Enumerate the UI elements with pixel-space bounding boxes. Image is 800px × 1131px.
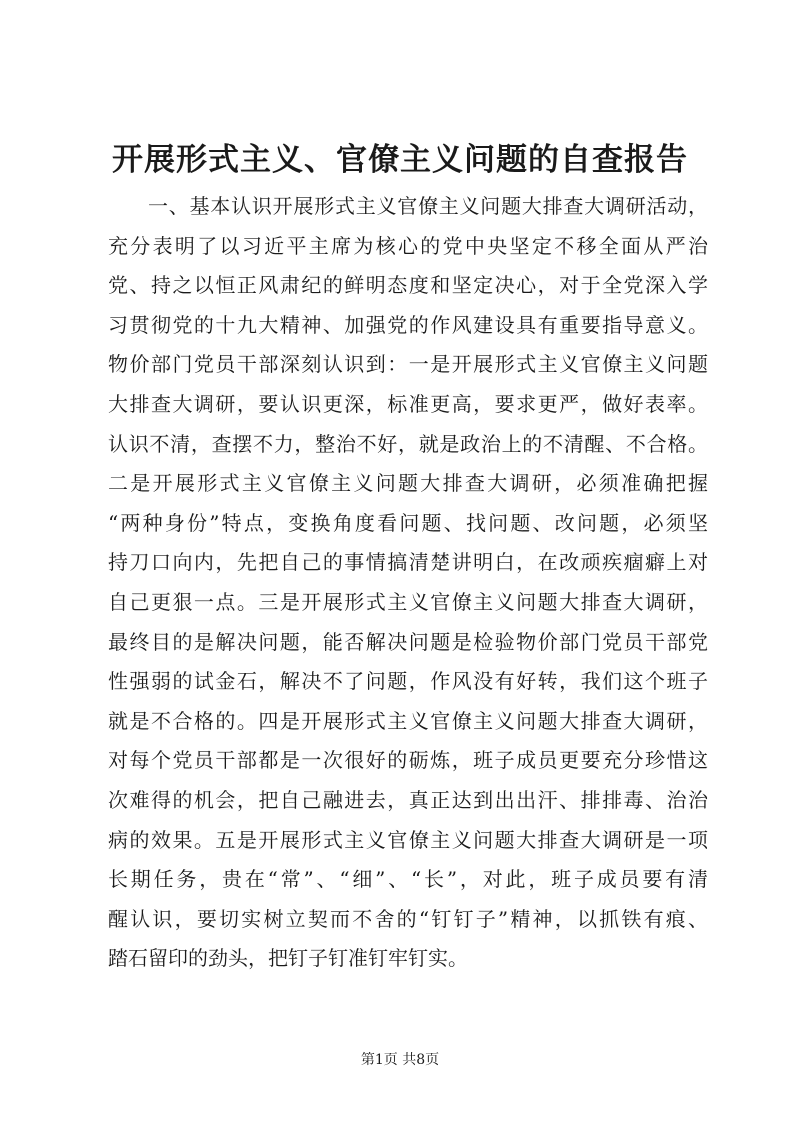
body-line: 次难得的机会，把自己融进去，真正达到出出汗、排排毒、治治 — [108, 787, 708, 812]
body-line: 对每个党员干部都是一次很好的砺炼，班子成员更要充分珍惜这 — [108, 748, 708, 773]
body-line: 醒认识，要切实树立契而不舍的“钉钉子”精神，以抓铁有痕、 — [108, 906, 708, 931]
body-line: 党、持之以恒正风肃纪的鲜明态度和坚定决心，对于全党深入学 — [108, 273, 708, 298]
body-line: 充分表明了以习近平主席为核心的党中央坚定不移全面从严治 — [108, 233, 708, 258]
body-line: 病的效果。五是开展形式主义官僚主义问题大排查大调研是一项 — [108, 827, 708, 852]
body-line: “两种身份”特点，变换角度看问题、找问题、改问题，必须坚 — [108, 510, 708, 535]
document-title: 开展形式主义、官僚主义问题的自查报告 — [112, 142, 688, 178]
body-line: 长期任务，贵在“常”、“细”、“长”，对此，班子成员要有清 — [108, 867, 708, 892]
body-line: 二是开展形式主义官僚主义问题大排查大调研，必须准确把握 — [108, 471, 708, 496]
body-line: 持刀口向内，先把自己的事情搞清楚讲明白，在改顽疾痼癖上对 — [108, 550, 708, 575]
body-line: 认识不清，查摆不力，整治不好，就是政治上的不清醒、不合格。 — [108, 431, 708, 456]
body-line: 性强弱的试金石，解决不了问题，作风没有好转，我们这个班子 — [108, 669, 708, 694]
body-line: 就是不合格的。四是开展形式主义官僚主义问题大排查大调研， — [108, 708, 708, 733]
body-line: 最终目的是解决问题，能否解决问题是检验物价部门党员干部党 — [108, 629, 708, 654]
body-line: 踏石留印的劲头，把钉子钉准钉牢钉实。 — [108, 946, 468, 971]
body-line: 物价部门党员干部深刻认识到：一是开展形式主义官僚主义问题 — [108, 352, 708, 377]
document-body — [108, 187, 708, 979]
body-line: 自己更狠一点。三是开展形式主义官僚主义问题大排查大调研， — [108, 589, 708, 614]
body-line: 大排查大调研，要认识更深，标准更高，要求更严，做好表率。 — [108, 391, 708, 416]
page-number-footer: 第1页 共8页 — [360, 1052, 440, 1068]
body-line: 习贯彻党的十九大精神、加强党的作风建设具有重要指导意义。 — [108, 312, 708, 337]
body-line: 一、基本认识开展形式主义官僚主义问题大排查大调研活动， — [148, 194, 708, 218]
